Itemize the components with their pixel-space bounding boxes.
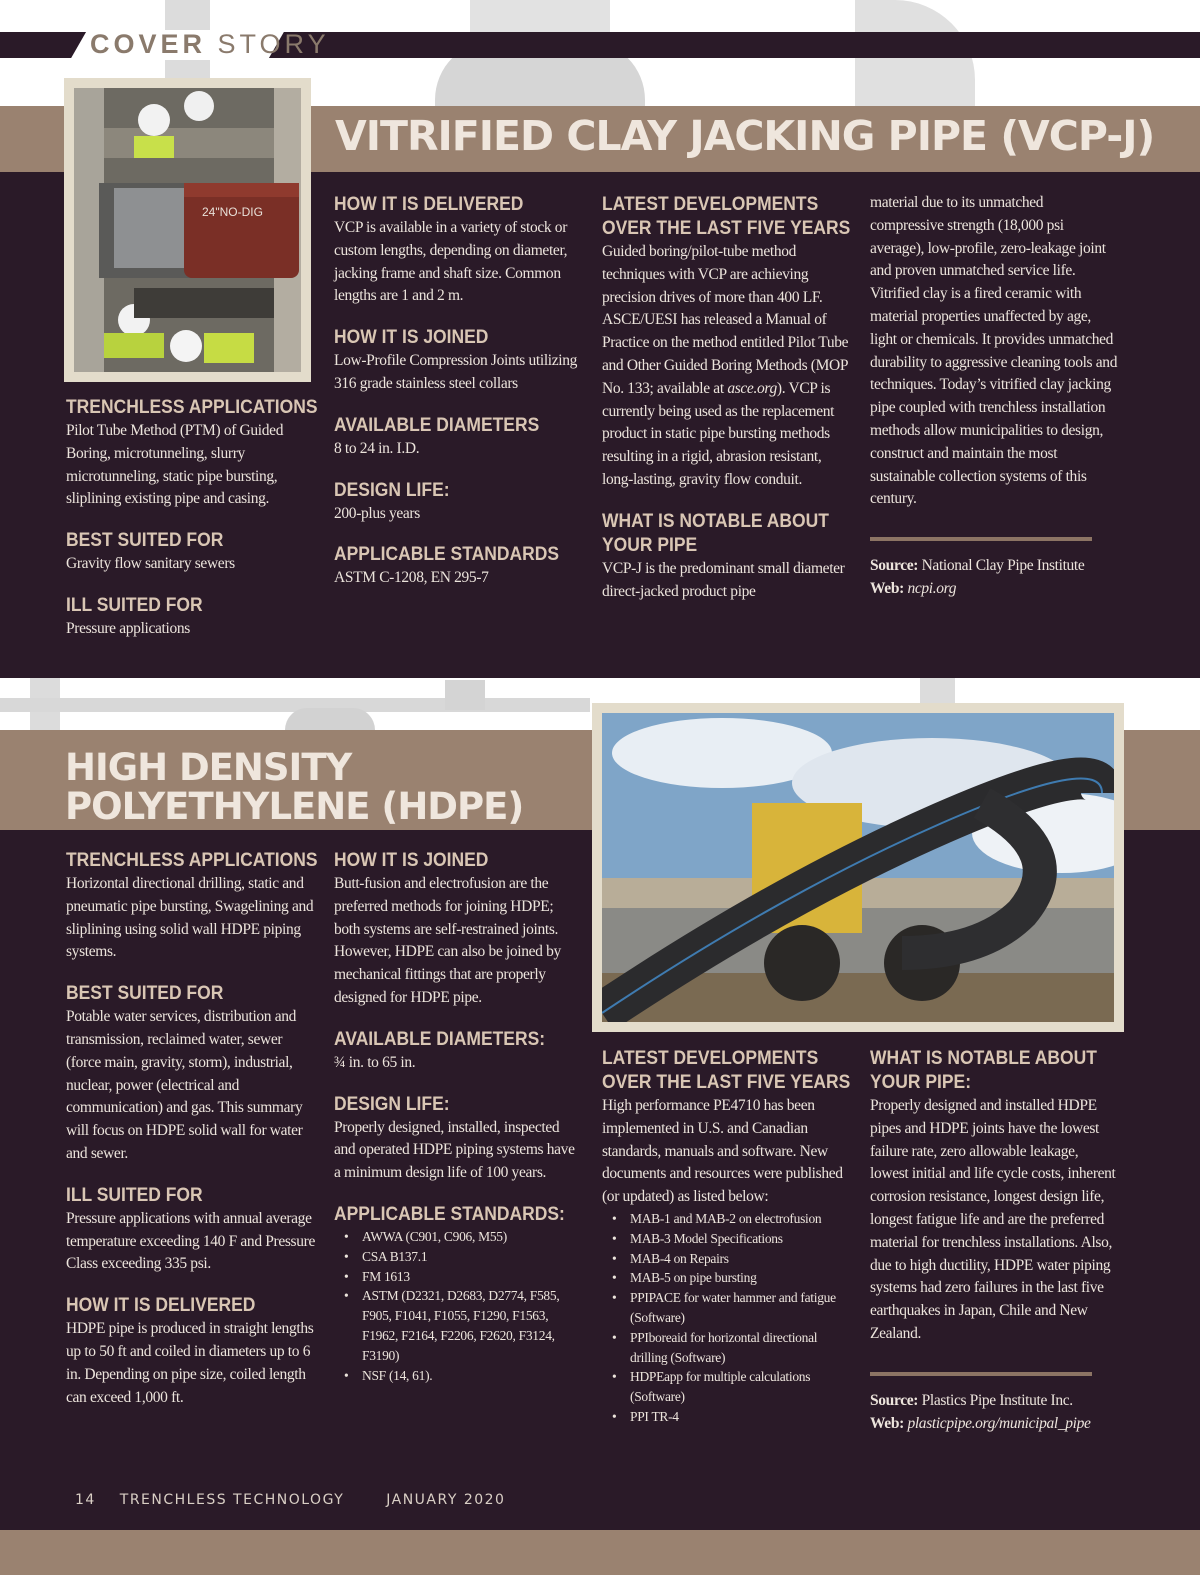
vcp-col-1	[66, 396, 316, 641]
hdpe-notable-heading-1: WHAT IS NOTABLE ABOUT	[870, 1048, 1097, 1069]
hdpe-photo-image	[602, 713, 1114, 1022]
hdpe-ill-suited-text: Pressure applications with annual average temperature exceeding 140 F and Pressure Class exceeding 335 psi.	[66, 1209, 315, 1273]
vcp-notable-text: VCP-J is the predominant small diameter direct-jacked product pipe	[602, 559, 845, 600]
vcp-ill-suited-heading: ILL SUITED FOR	[66, 594, 203, 616]
list-item: • MAB-1 and MAB-2 on electrofusion	[610, 1209, 852, 1229]
hdpe-developments-list	[610, 1209, 852, 1427]
hdpe-best-suited-heading: BEST SUITED FOR	[66, 983, 224, 1005]
hdpe-design-life-text: Properly designed, installed, inspected and operated HDPE piping systems have a minimum design life of 100 years.	[334, 1118, 575, 1182]
hdpe-delivered-heading: HOW IT IS DELIVERED	[66, 1295, 256, 1317]
vcp-delivered-text: VCP is available in a variety of stock or custom lengths, depending on diameter, jacking frame and shaft size. Common lengths are 1 and 2 m.	[334, 219, 568, 305]
cover-label-bold: COVER	[90, 29, 207, 59]
source-value: Plastics Pipe Institute Inc.	[921, 1391, 1073, 1409]
hdpe-delivered-text: HDPE pipe is produced in straight lengths up to 50 ft and coiled in diameters up to 6 in. Depending on pipe size, coiled length can exceed 1,000 ft.	[66, 1320, 314, 1406]
vcp-developments-text-a: Guided boring/pilot-tube method techniques with VCP are achieving precision drives of more than 400 LF. ASCE/UESI has released a Manual of Practice on the method entitled Pilot Tube and Other Guided Boring Methods (MOP No. 133; available at	[602, 243, 849, 397]
vcp-notable-heading-2: YOUR PIPE	[602, 534, 698, 556]
jacking-pipe-illustration	[74, 88, 301, 372]
hdpe-col-1	[66, 849, 316, 1409]
vcp-photo	[64, 78, 311, 382]
vcp-col-3	[602, 193, 850, 603]
divider-rule	[870, 537, 1092, 541]
list-item: • NSF (14, 61).	[342, 1366, 580, 1386]
vcp-trenchless-heading: TRENCHLESS APPLICATIONS	[66, 397, 318, 418]
hdpe-ill-suited-heading: ILL SUITED FOR	[66, 1184, 203, 1206]
hdpe-trenchless-text: Horizontal directional drilling, static and pneumatic pipe bursting, Swagelining and sliplining using solid wall HDPE piping systems.	[66, 875, 314, 961]
pipe-graphic	[0, 698, 590, 712]
vcp-source	[870, 555, 1120, 578]
hdpe-developments-text: High performance PE4710 has been implemented in U.S. and Canadian standards, manuals and software. New documents and resources were published (or updated) as listed below:	[602, 1097, 843, 1206]
hdpe-design-life-heading: DESIGN LIFE:	[334, 1093, 450, 1115]
hdpe-col-3	[602, 1047, 852, 1427]
hdpe-source	[870, 1390, 1120, 1413]
hdpe-developments-heading-1: LATEST DEVELOPMENTS	[602, 1048, 819, 1069]
vcp-joined-heading: HOW IT IS JOINED	[334, 327, 489, 349]
section-label	[90, 29, 330, 60]
hdpe-developments-heading-2: OVER THE LAST FIVE YEARS	[602, 1072, 851, 1093]
page-number: 14	[75, 1492, 96, 1508]
page-footer	[75, 1492, 523, 1508]
hdpe-title	[65, 748, 523, 826]
hdpe-web	[870, 1413, 1120, 1436]
vcp-standards-text: ASTM C-1208, EN 295-7	[334, 569, 489, 587]
list-item: • MAB-4 on Repairs	[610, 1249, 852, 1269]
list-item: • FM 1613	[342, 1267, 580, 1287]
vcp-joined-text: Low-Profile Compression Joints utilizing 316 grade stainless steel collars	[334, 352, 578, 392]
web-label: Web:	[870, 579, 904, 597]
hdpe-diameters-text: ¾ in. to 65 in.	[334, 1053, 416, 1071]
source-value: National Clay Pipe Institute	[921, 557, 1085, 575]
vcp-diameters-text: 8 to 24 in. I.D.	[334, 439, 420, 457]
list-item: • AWWA (C901, C906, M55)	[342, 1227, 580, 1247]
cover-label-thin: STORY	[217, 29, 330, 59]
pipe-graphic	[445, 680, 485, 710]
vcp-notable-heading-1: WHAT IS NOTABLE ABOUT	[602, 510, 829, 532]
list-item: • MAB-3 Model Specifications	[610, 1229, 852, 1249]
web-label: Web:	[870, 1414, 904, 1432]
vcp-developments-heading-2: OVER THE LAST FIVE YEARS	[602, 218, 851, 239]
vcp-design-life-text: 200-plus years	[334, 504, 420, 522]
source-label: Source:	[870, 557, 919, 575]
vcp-col-2	[334, 193, 580, 590]
vcp-ill-suited-text: Pressure applications	[66, 619, 190, 637]
list-item: • HDPEapp for multiple calculations (Software)	[610, 1367, 852, 1407]
vcp-delivered-heading: HOW IT IS DELIVERED	[334, 194, 524, 215]
bottom-band	[0, 1530, 1200, 1575]
plasticpipe-link[interactable]: plasticpipe.org/municipal_pipe	[907, 1414, 1091, 1432]
issue-date: JANUARY 2020	[386, 1492, 506, 1508]
list-item: • ASTM (D2321, D2683, D2774, F585, F905, F1041, F1055, F1290, F1563, F1962, F2164, F2206, F2620, F3124, F3190)	[342, 1286, 580, 1365]
list-item: • PPI TR-4	[610, 1407, 852, 1427]
vcp-notable-text-cont: material due to its unmatched compressive strength (18,000 psi average), low-profile, zero-leakage joint and proven unmatched service life. Vitrified clay is a fired ceramic with material properties unaffected by age, light or chemicals. It provides unmatched durability to aggressive cleaning tools and techniques. Today’s vitrified clay jacking pipe coupled with trenchless installation methods allow municipalities to design, construct and maintain the most sustainable collection systems of this century.	[870, 194, 1118, 508]
list-item: • PPIPACE for water hammer and fatigue (Software)	[610, 1288, 852, 1328]
divider-rule	[870, 1372, 1092, 1376]
hdpe-joined-heading: HOW IT IS JOINED	[334, 850, 489, 871]
vcp-standards-heading: APPLICABLE STANDARDS	[334, 544, 559, 566]
hdpe-pipe-illustration	[602, 713, 1114, 1022]
vcp-best-suited-heading: BEST SUITED FOR	[66, 530, 224, 552]
vcp-web	[870, 578, 1120, 601]
vcp-photo-image	[74, 88, 301, 372]
vcp-design-life-heading: DESIGN LIFE:	[334, 479, 450, 501]
pipe-marking: 24"NO-DIG	[202, 205, 263, 219]
hdpe-title-line-2: POLYETHYLENE (HDPE)	[65, 785, 524, 828]
hdpe-title-line-1: HIGH DENSITY	[65, 746, 352, 789]
vcp-trenchless-text: Pilot Tube Method (PTM) of Guided Boring, microtunneling, slurry microtunneling, static pipe bursting, sliplining existing pipe and casing.	[66, 422, 284, 508]
ncpi-link[interactable]: ncpi.org	[907, 579, 957, 597]
vcp-developments-heading-1: LATEST DEVELOPMENTS	[602, 194, 819, 215]
vcp-developments-text-b: ). VCP is currently being used as the replacement product in static pipe bursting methods resulting in a rigid, abrasion resistant, long-lasting, gravity flow conduit.	[602, 379, 835, 488]
pipe-graphic	[285, 708, 375, 730]
hdpe-photo	[592, 703, 1124, 1032]
vcp-title: VITRIFIED CLAY JACKING PIPE (VCP-J)	[335, 112, 1155, 160]
hdpe-notable-text: Properly designed and installed HDPE pipes and HDPE joints have the lowest failure rate, zero allowable leakage, lowest initial and life cycle costs, inherent corrosion resistance, longest design life, longest fatigue life and are the preferred material for trenchless installations. Also, due to high ductility, HDPE water piping systems had zero failures in the last five earthquakes in Japan, Chile and New Zealand.	[870, 1097, 1116, 1342]
hdpe-col-4	[870, 1047, 1120, 1435]
hdpe-notable-heading-2: YOUR PIPE:	[870, 1072, 972, 1093]
hdpe-best-suited-text: Potable water services, distribution and transmission, reclaimed water, sewer (force main, gravity, storm), industrial, nuclear, power (electrical and communication) and gas. This summary will focus on HDPE solid wall for water and sewer.	[66, 1008, 303, 1162]
hdpe-joined-text: Butt-fusion and electrofusion are the preferred methods for joining HDPE; both systems are self-restrained joints. However, HDPE can also be joined by mechanical fittings that are properly designed for HDPE pipe.	[334, 875, 561, 1006]
hdpe-diameters-heading: AVAILABLE DIAMETERS:	[334, 1028, 546, 1050]
list-item: • MAB-5 on pipe bursting	[610, 1268, 852, 1288]
list-item: • PPIboreaid for horizontal directional drilling (Software)	[610, 1328, 852, 1368]
source-label: Source:	[870, 1391, 919, 1409]
asce-link[interactable]: asce.org	[727, 379, 777, 397]
vcp-developments-text	[602, 241, 850, 492]
hdpe-standards-list	[342, 1227, 580, 1385]
hdpe-standards-heading: APPLICABLE STANDARDS:	[334, 1203, 565, 1225]
hdpe-trenchless-heading: TRENCHLESS APPLICATIONS	[66, 850, 318, 871]
vcp-best-suited-text: Gravity flow sanitary sewers	[66, 555, 235, 573]
list-item: • CSA B137.1	[342, 1247, 580, 1267]
publication-name: TRENCHLESS TECHNOLOGY	[119, 1492, 345, 1508]
hdpe-col-2	[334, 849, 580, 1385]
vcp-diameters-heading: AVAILABLE DIAMETERS	[334, 414, 540, 436]
vcp-col-4	[870, 192, 1120, 601]
